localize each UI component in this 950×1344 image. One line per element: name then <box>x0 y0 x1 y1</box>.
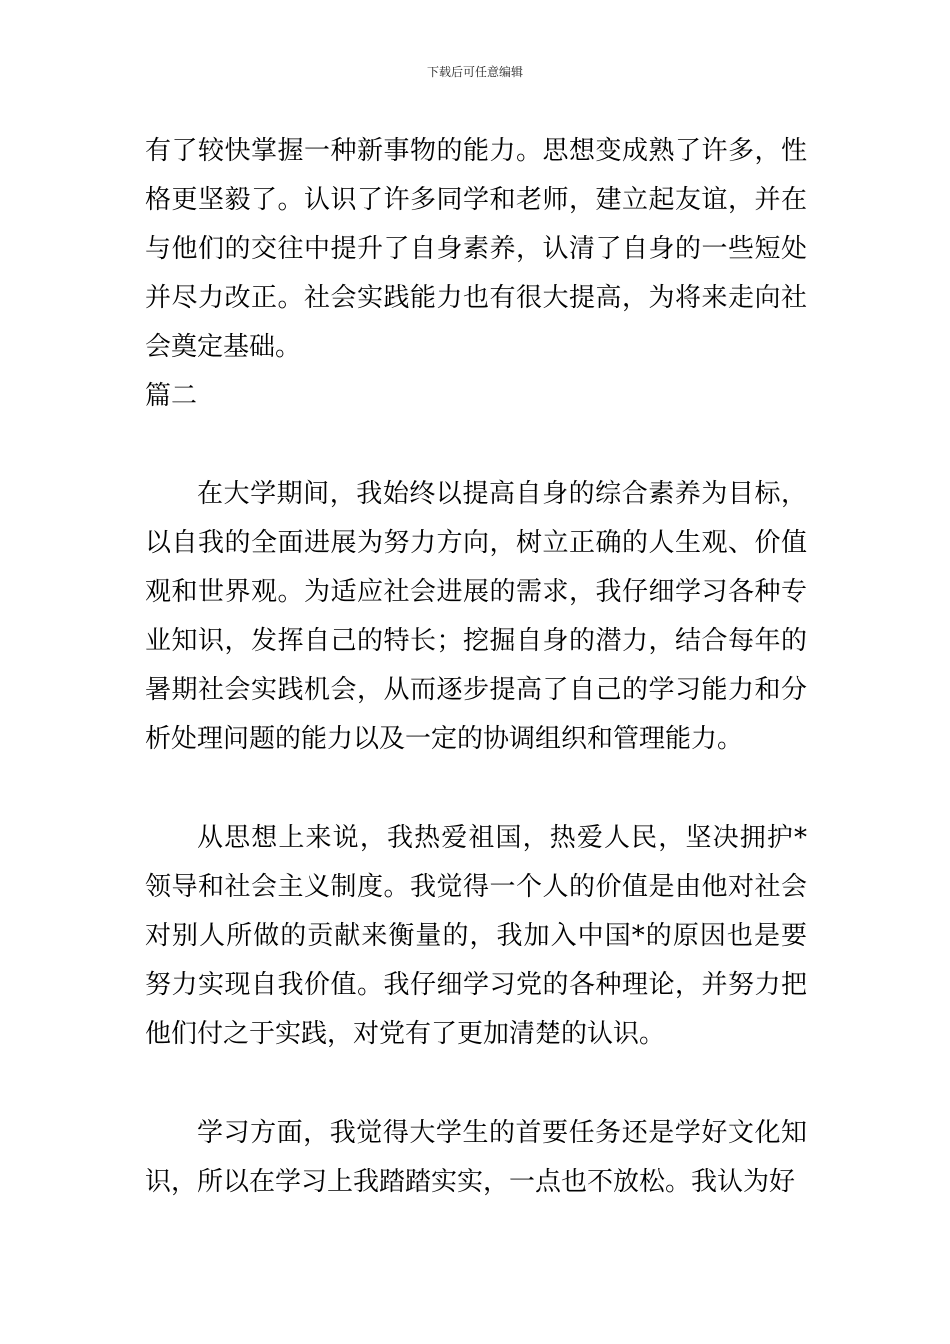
paragraph-spacer <box>145 1059 807 1109</box>
paragraph-ideology: 从思想上来说，我热爱祖国，热爱人民，坚决拥护*领导和社会主义制度。我觉得一个人的价值是由他对社会对别人所做的贡献来衡量的，我加入中国*的原因也是要努力实现自我价值。我仔细学习党的各种理论，并努力把他们付之于实践，对党有了更加清楚的认识。 <box>145 823 807 1049</box>
section-heading: 篇二 <box>145 381 198 411</box>
page-header <box>0 64 950 80</box>
intro-paragraph: 有了较快掌握一种新事物的能力。思想变成熟了许多，性格更坚毅了。认识了许多同学和老师，建立起友谊，并在与他们的交往中提升了自身素养，认清了自身的一些短处并尽力改正。社会实践能力也有很大提高，为将来走向社会奠定基础。 <box>145 136 807 362</box>
paragraph-spacer <box>145 764 807 814</box>
paragraph-spacer <box>145 421 807 470</box>
document-body <box>145 127 807 1207</box>
paragraph-learning: 学习方面，我觉得大学生的首要任务还是学好文化知识，所以在学习上我踏踏实实，一点也不放松。我认为好 <box>145 1118 807 1197</box>
paragraph-study-goals: 在大学期间，我始终以提高自身的综合素养为目标，以自我的全面进展为努力方向，树立正确的人生观、价值观和世界观。为适应社会进展的需求，我仔细学习各种专业知识，发挥自己的特长；挖掘自身的潜力，结合每年的暑期社会实践机会，从而逐步提高了自己的学习能力和分析处理问题的能力以及一定的协调组织和管理能力。 <box>145 479 807 754</box>
header-text: 下载后可任意编辑 <box>426 65 523 79</box>
